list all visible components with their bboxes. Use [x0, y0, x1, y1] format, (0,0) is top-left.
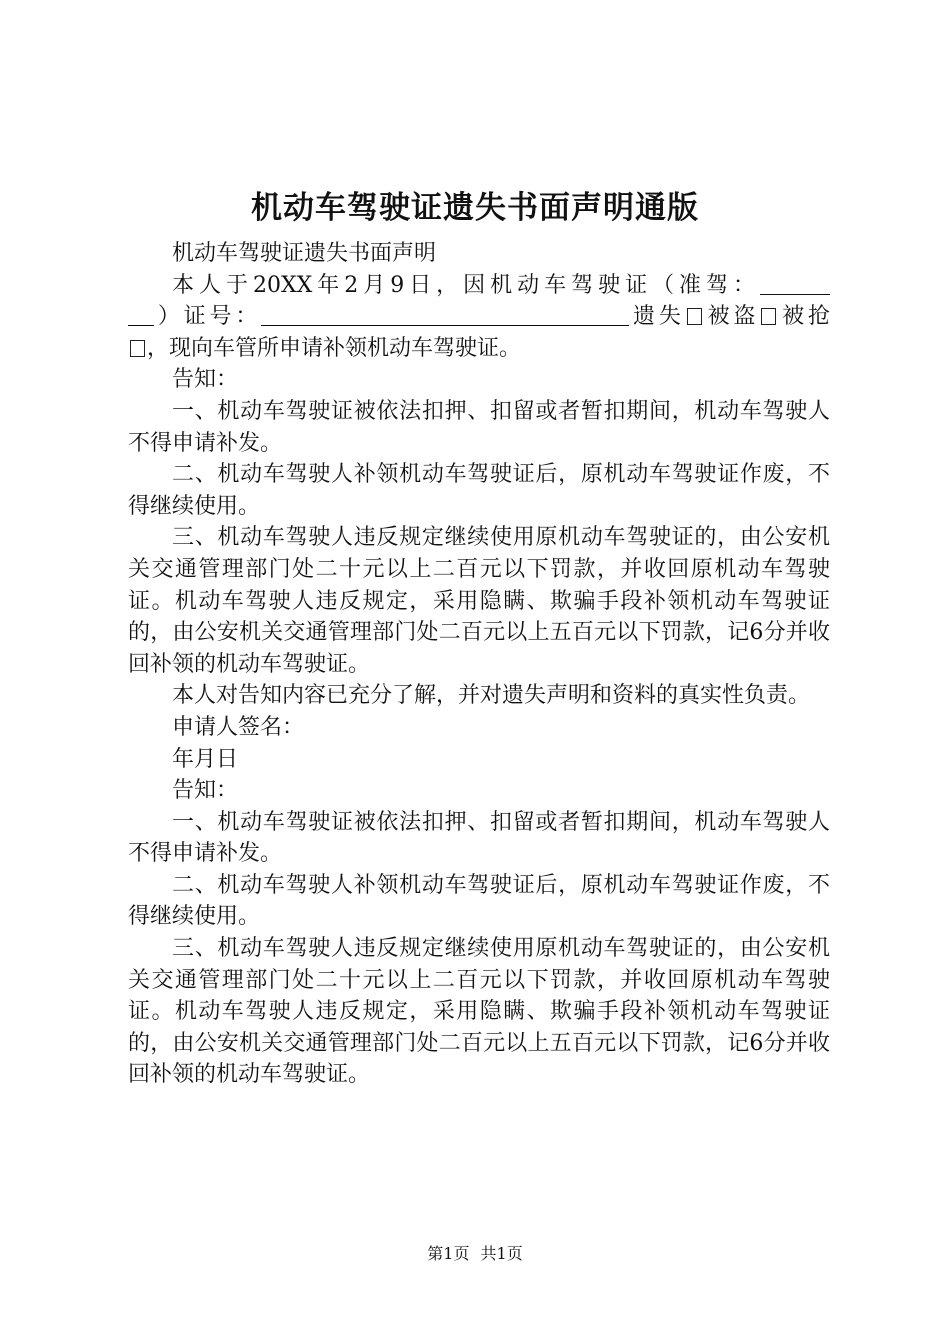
notice-item-repeat: 三、机动车驾驶人违反规定继续使用原机动车驾驶证的，由公安机关交通管理部门处二十元以上二百元以下罚款，并收回原机动车驾驶证。机动车驾驶人违反规定，采用隐瞒、欺骗手段补领机动车驾驶证的，由公安机关交通管理部门处二百元以上五百元以下罚款，记6分并收回补领的机动车驾驶证。: [128, 936, 830, 1088]
statement-text-2: ）证号：: [154, 304, 262, 330]
page-footer: [0, 1243, 950, 1265]
license-class-blank[interactable]: [760, 272, 830, 295]
notice-item-repeat: 二、机动车驾驶人补领机动车驾驶证后，原机动车驾驶证作废，不得继续使用。: [128, 872, 830, 930]
subheading: 机动车驾驶证遗失书面声明: [172, 241, 437, 266]
statement-text-1: 本人于20XX年2月9日，因机动车驾驶证（准驾：: [172, 272, 760, 298]
lost-label: 遗失: [629, 304, 685, 330]
page-number: 第1页: [427, 1244, 470, 1263]
date-label: 年月日: [172, 746, 239, 772]
notice-label: 告知：: [172, 367, 239, 393]
statement-line-1: [172, 273, 830, 298]
notice-item: 二、机动车驾驶人补领机动车驾驶证后，原机动车驾驶证作废，不得继续使用。: [128, 462, 830, 519]
license-number-blank[interactable]: [261, 303, 629, 326]
document-title: 机动车驾驶证遗失书面声明通版: [251, 190, 699, 226]
robbed-checkbox[interactable]: [130, 340, 145, 357]
signature-label: 申请人签名：: [172, 714, 305, 740]
stolen-checkbox[interactable]: [761, 308, 776, 325]
stolen-label: 被盗: [703, 304, 760, 330]
notice-item-repeat: 一、机动车驾驶证被依法扣押、扣留或者暂扣期间，机动车驾驶人不得申请补发。: [128, 809, 830, 867]
declaration-paragraph: 本人对告知内容已充分了解，并对遗失声明和资料的真实性负责。: [172, 683, 811, 709]
notice-label-repeat: 告知：: [172, 778, 239, 804]
robbed-label: 被抢: [778, 304, 830, 330]
statement-line-3: [128, 336, 521, 361]
statement-paragraph: [128, 270, 830, 365]
license-class-blank-cont[interactable]: [128, 303, 154, 326]
statement-line-2: [128, 304, 830, 329]
lost-checkbox[interactable]: [687, 308, 702, 325]
notice-item: 三、机动车驾驶人违反规定继续使用原机动车驾驶证的，由公安机关交通管理部门处二十元以上二百元以下罚款，并收回原机动车驾驶证。机动车驾驶人违反规定，采用隐瞒、欺骗手段补领机动车驾驶证的，由公安机关交通管理部门处二百元以上五百元以下罚款，记6分并收回补领的机动车驾驶证。: [128, 525, 830, 677]
page-total: 共1页: [480, 1244, 523, 1263]
notice-item: 一、机动车驾驶证被依法扣押、扣留或者暂扣期间，机动车驾驶人不得申请补发。: [128, 398, 830, 456]
document-body: [128, 238, 830, 1091]
statement-text-3: ，现向车管所申请补领机动车驾驶证。: [147, 335, 522, 361]
